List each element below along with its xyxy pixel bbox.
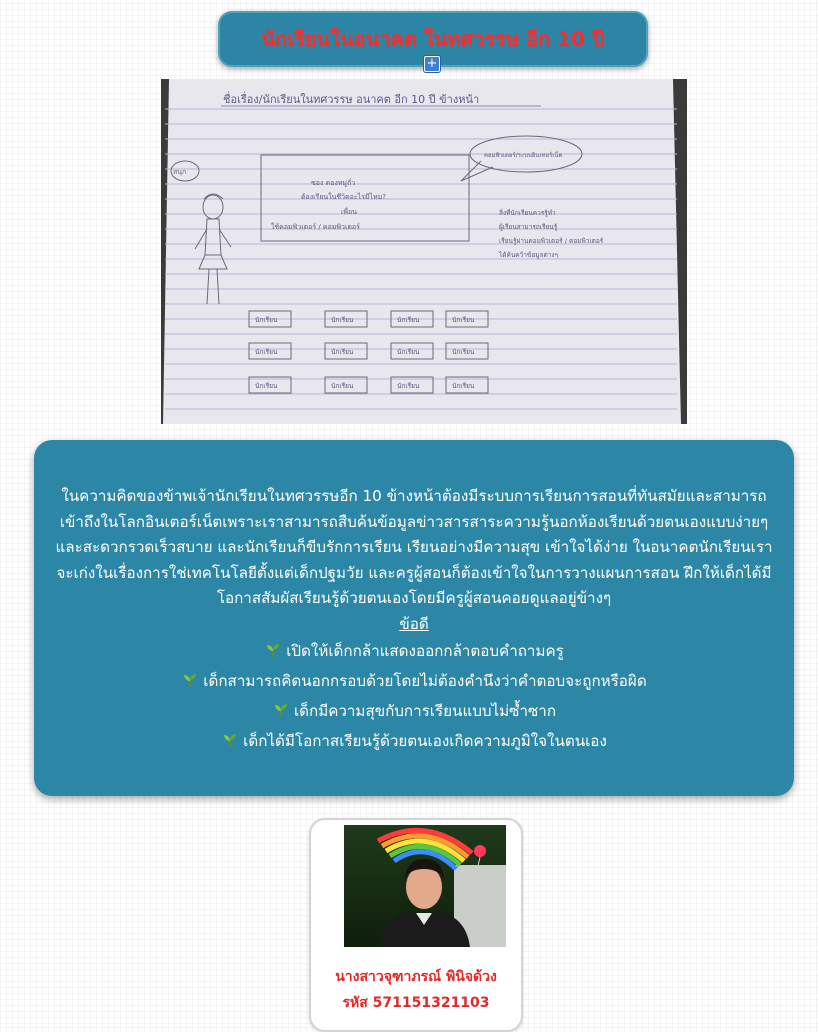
svg-text:ได้ค้นคว้าข้อมูลต่างๆ: ได้ค้นคว้าข้อมูลต่างๆ <box>499 251 559 259</box>
sprout-icon <box>272 702 290 718</box>
svg-text:คอมพิวเตอร์/ระบบอินเทอร์เน็ต: คอมพิวเตอร์/ระบบอินเทอร์เน็ต <box>484 152 563 159</box>
sprout-icon <box>264 642 282 658</box>
svg-text:เรียนรู้ผ่านคอมพิวเตอร์ / คอมพ: เรียนรู้ผ่านคอมพิวเตอร์ / คอมพิวเตอร์ <box>499 237 604 245</box>
svg-text:นักเรียน: นักเรียน <box>255 316 278 324</box>
svg-text:นักเรียน: นักเรียน <box>452 348 475 356</box>
main-paragraph: ในความคิดของข้าพเจ้านักเรียนในทศวรรษอีก 10 ข้างหน้าต้องมีระบบการเรียนการสอนที่ทันสมัยและสามารถเข้าถึงในโลกอินเตอร์เน็ตเพราะเราสามารถสืบค้นข้อมูลข่าวสารสาระความรู้นอกห้องเรียนด้วยตนเองแบบง่ายๆ และสะดวกรวดเร็วสบาย และนักเรียนก็ขีบรักการเรียน เรียนอย่างมีความสุข เข้าใจได้ง่าย ในอนาคตนักเรียนเราจะเก่งในเรื่องการใช่เทคโนโลยีตั้งแต่เด็กปฐมวัย และครูผู้สอนก็ต้องเข้าใจในการวางแผนการสอน ฝึกให้เด็กได้มีโอกาสสัมผัสเรียนรู้ด้วยตนเองโดยมีครูผู้สอนคอยดูแลอยู่ข้างๆ <box>55 487 773 607</box>
handwritten-heading: ชื่อเรื่อง/นักเรียนในทศวรรษ อนาคต อีก 10 ปี ข้างหน้า <box>223 93 480 106</box>
svg-text:ใช้คอมพิวเตอร์ / คอมพิวเตอร์: ใช้คอมพิวเตอร์ / คอมพิวเตอร์ <box>271 223 360 231</box>
list-item: เปิดให้เด็กกล้าแสดงออกกล้าตอบคำถามครู <box>34 636 794 666</box>
svg-text:นักเรียน: นักเรียน <box>331 382 354 390</box>
svg-text:เพื่อน: เพื่อน <box>341 208 357 216</box>
profile-name: นางสาวจุฑาภรณ์ พินิจด้วง <box>335 969 497 985</box>
profile-card <box>309 818 523 1032</box>
expand-plus-icon[interactable]: + <box>424 56 440 72</box>
svg-text:นักเรียน: นักเรียน <box>397 348 420 356</box>
svg-text:สิ่งที่นักเรียนควรรู้ทำ: สิ่งที่นักเรียนควรรู้ทำ <box>499 209 556 217</box>
list-item: เด็กได้มีโอกาสเรียนรู้ด้วยตนเองเกิดความภูมิใจในตนเอง <box>34 726 794 756</box>
avatar <box>344 825 506 947</box>
sprout-icon <box>221 732 239 748</box>
content-panel <box>34 440 794 796</box>
svg-text:ซอง ดองหมู่ถั่ว: ซอง ดองหมู่ถั่ว <box>311 179 356 187</box>
svg-text:นักเรียน: นักเรียน <box>397 382 420 390</box>
svg-text:นักเรียน: นักเรียน <box>452 316 475 324</box>
svg-text:สนุก: สนุก <box>173 168 187 176</box>
svg-text:นักเรียน: นักเรียน <box>255 382 278 390</box>
svg-text:นักเรียน: นักเรียน <box>331 316 354 324</box>
svg-text:นักเรียน: นักเรียน <box>397 316 420 324</box>
profile-student-id: รหัส 571151321103 <box>342 995 490 1011</box>
svg-text:นักเรียน: นักเรียน <box>331 348 354 356</box>
pros-title: ข้อดี <box>399 614 429 633</box>
svg-text:นักเรียน: นักเรียน <box>255 348 278 356</box>
svg-text:ผู้เรียนสามารถเรียนรู้: ผู้เรียนสามารถเรียนรู้ <box>499 223 558 231</box>
svg-text:นักเรียน: นักเรียน <box>452 382 475 390</box>
sprout-icon <box>181 672 199 688</box>
page-title: นักเรียนในอนาคต ในทศวรรษ อีก 10 ปี <box>261 27 605 51</box>
svg-text:ต้องเรียนในชีวิตอะไรมีไหม?: ต้องเรียนในชีวิตอะไรมีไหม? <box>301 193 386 201</box>
list-item: เด็กมีความสุขกับการเรียนแบบไม่ซ้ำซาก <box>34 696 794 726</box>
notebook-photo <box>161 79 687 424</box>
list-item: เด็กสามารถคิดนอกกรอบด้วยโดยไม่ต้องคำนึงว่าคำตอบจะถูกหรือผิด <box>34 666 794 696</box>
